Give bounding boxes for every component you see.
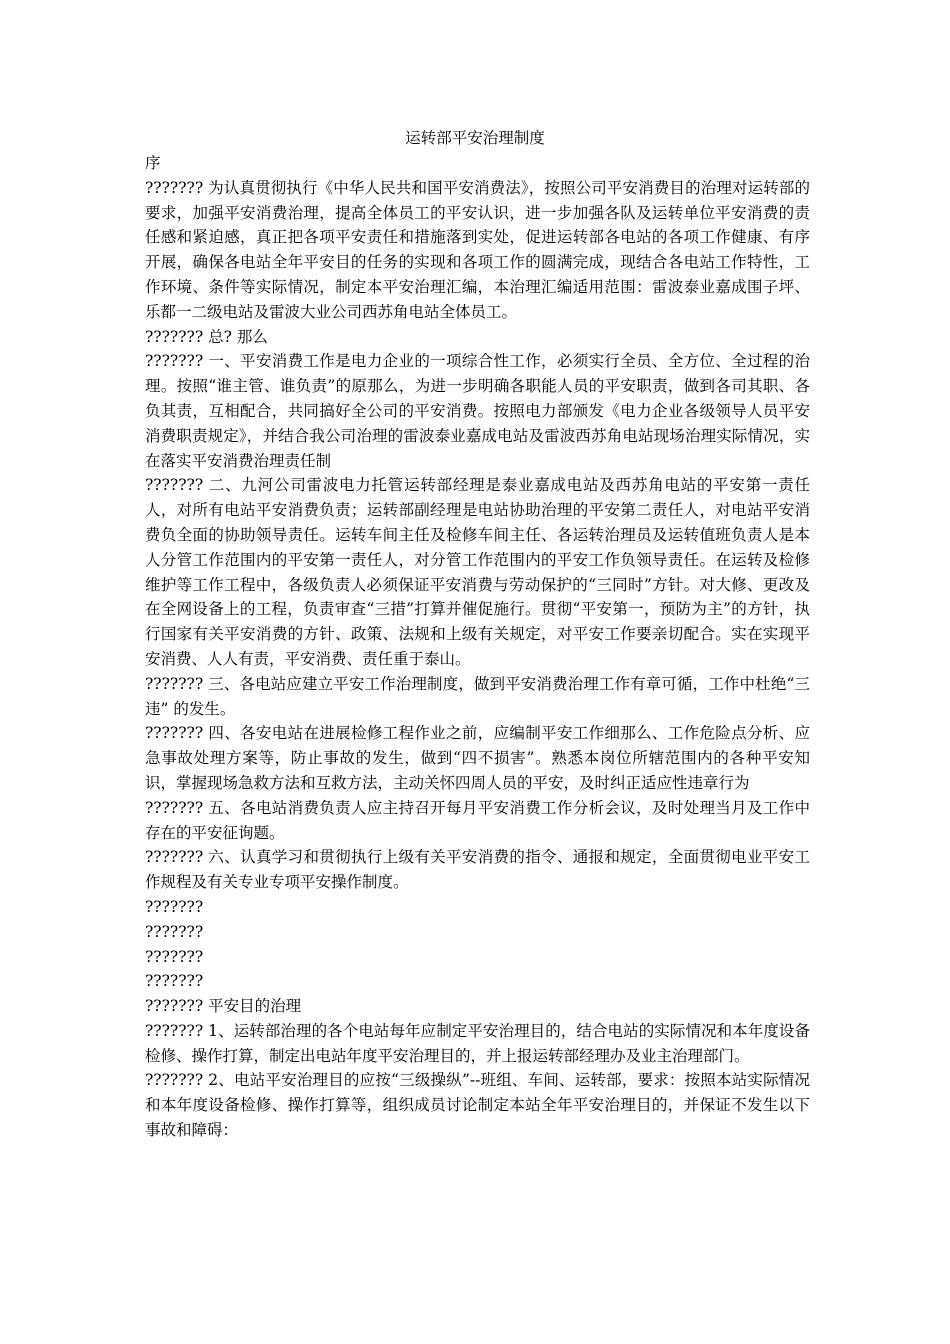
paragraph-blank-2: ??????? [145, 922, 204, 941]
document-title: 运转部平安治理制度 [405, 129, 545, 147]
paragraph-preface-heading: 序 [145, 154, 161, 172]
paragraph-item-3: ??????? 三、各电站应建立平安工作治理制度，做到平安消费治理工作有章可循，工作中杜绝“三违” 的发生。 [145, 674, 810, 718]
paragraph-preface-text: ??????? 为认真贯彻执行《中华人民共和国平安消费法》，按照公司平安消费目的治理对运转部的要求，加强平安消费治理，提高全体员工的平安认识，进一步加强各队及运转单位平安消费的责任感和紧迫感，真正把各项平安责任和措施落到实处，促进运转部各电站的各项工作健康、有序开展，确保各电站全年平安目的任务的实现和各项工作的圆满完成，现结合各电站工作特性，工作环境、条件等实际情况，制定本平安治理汇编，本治理汇编适用范围：雷波泰业嘉成围子坪、乐都一二级电站及雷波大业公司西苏角电站全体员工。 [145, 178, 810, 321]
paragraph-item-1: ??????? 一、平安消费工作是电力企业的一项综合性工作，必须实行全员、全方位、全过程的治理。按照“谁主管、谁负责”的原那么，为进一步明确各职能人员的平安职责，做到各司其职、各负其责，互相配合，共同搞好全公司的平安消费。按照电力部颁发《电力企业各级领导人员平安消费职责规定》，并结合我公司治理的雷波泰业嘉成电站及雷波西苏角电站现场治理实际情况，实在落实平安消费治理责任制 [145, 352, 810, 470]
paragraph-general-heading: ??????? 总? 那么 [145, 327, 268, 346]
paragraph-item-4: ??????? 四、各安电站在进展检修工程作业之前，应编制平安工作细那么、工作危险点分析、应急事故处理方案等，防止事故的发生，做到“四不损害”。熟悉本岗位所辖范围内的各种平安知识，掌握现场急救方法和互救方法，主动关怀四周人员的平安，及时纠正适应性违章行为 [145, 724, 810, 792]
document-body [145, 151, 810, 1143]
paragraph-target-2: ??????? 2、电站平安治理目的应按“三级操纵”--班组、车间、运转部，要求：按照本站实际情况和本年度设备检修、操作打算等，组织成员讨论制定本站全年平安治理目的，并保证不发生以下事故和障碍： [145, 1071, 810, 1140]
paragraph-target-1: ??????? 1、运转部治理的各个电站每年应制定平安治理目的，结合电站的实际情况和本年度设备检修、操作打算，制定出电站年度平安治理目的，并上报运转部经理办及业主治理部门。 [145, 1021, 810, 1065]
paragraph-blank-4: ??????? [145, 972, 204, 991]
paragraph-section-heading: ??????? 平安目的治理 [145, 997, 302, 1016]
paragraph-item-2: ??????? 二、九河公司雷波电力托管运转部经理是泰业嘉成电站及西苏角电站的平安第一责任人，对所有电站平安消费负责；运转部副经理是电站协助治理的平安第二责任人，对电站平安消费负全面的协助领导责任。运转车间主任及检修车间主任、各运转治理员及运转值班负责人是本人分管工作范围内的平安第一责任人，对分管工作范围内的平安工作负领导责任。在运转及检修维护等工作工程中，各级负责人必须保证平安消费与劳动保护的“三同时”方针。对大修、更改及在全网设备上的工程，负责审查“三措”打算并催促施行。贯彻“平安第一，预防为主”的方针，执行国家有关平安消费的方针、政策、法规和上级有关规定，对平安工作要亲切配合。实在实现平安消费、人人有责，平安消费、责任重于泰山。 [145, 476, 810, 668]
paragraph-item-5: ??????? 五、各电站消费负责人应主持召开每月平安消费工作分析会议，及时处理当月及工作中存在的平安征询题。 [145, 798, 810, 842]
paragraph-blank-1: ??????? [145, 897, 204, 916]
paragraph-item-6: ??????? 六、认真学习和贯彻执行上级有关平安消费的指令、通报和规定，全面贯彻电业平安工作规程及有关专业专项平安操作制度。 [145, 848, 810, 892]
paragraph-blank-3: ??????? [145, 947, 204, 966]
